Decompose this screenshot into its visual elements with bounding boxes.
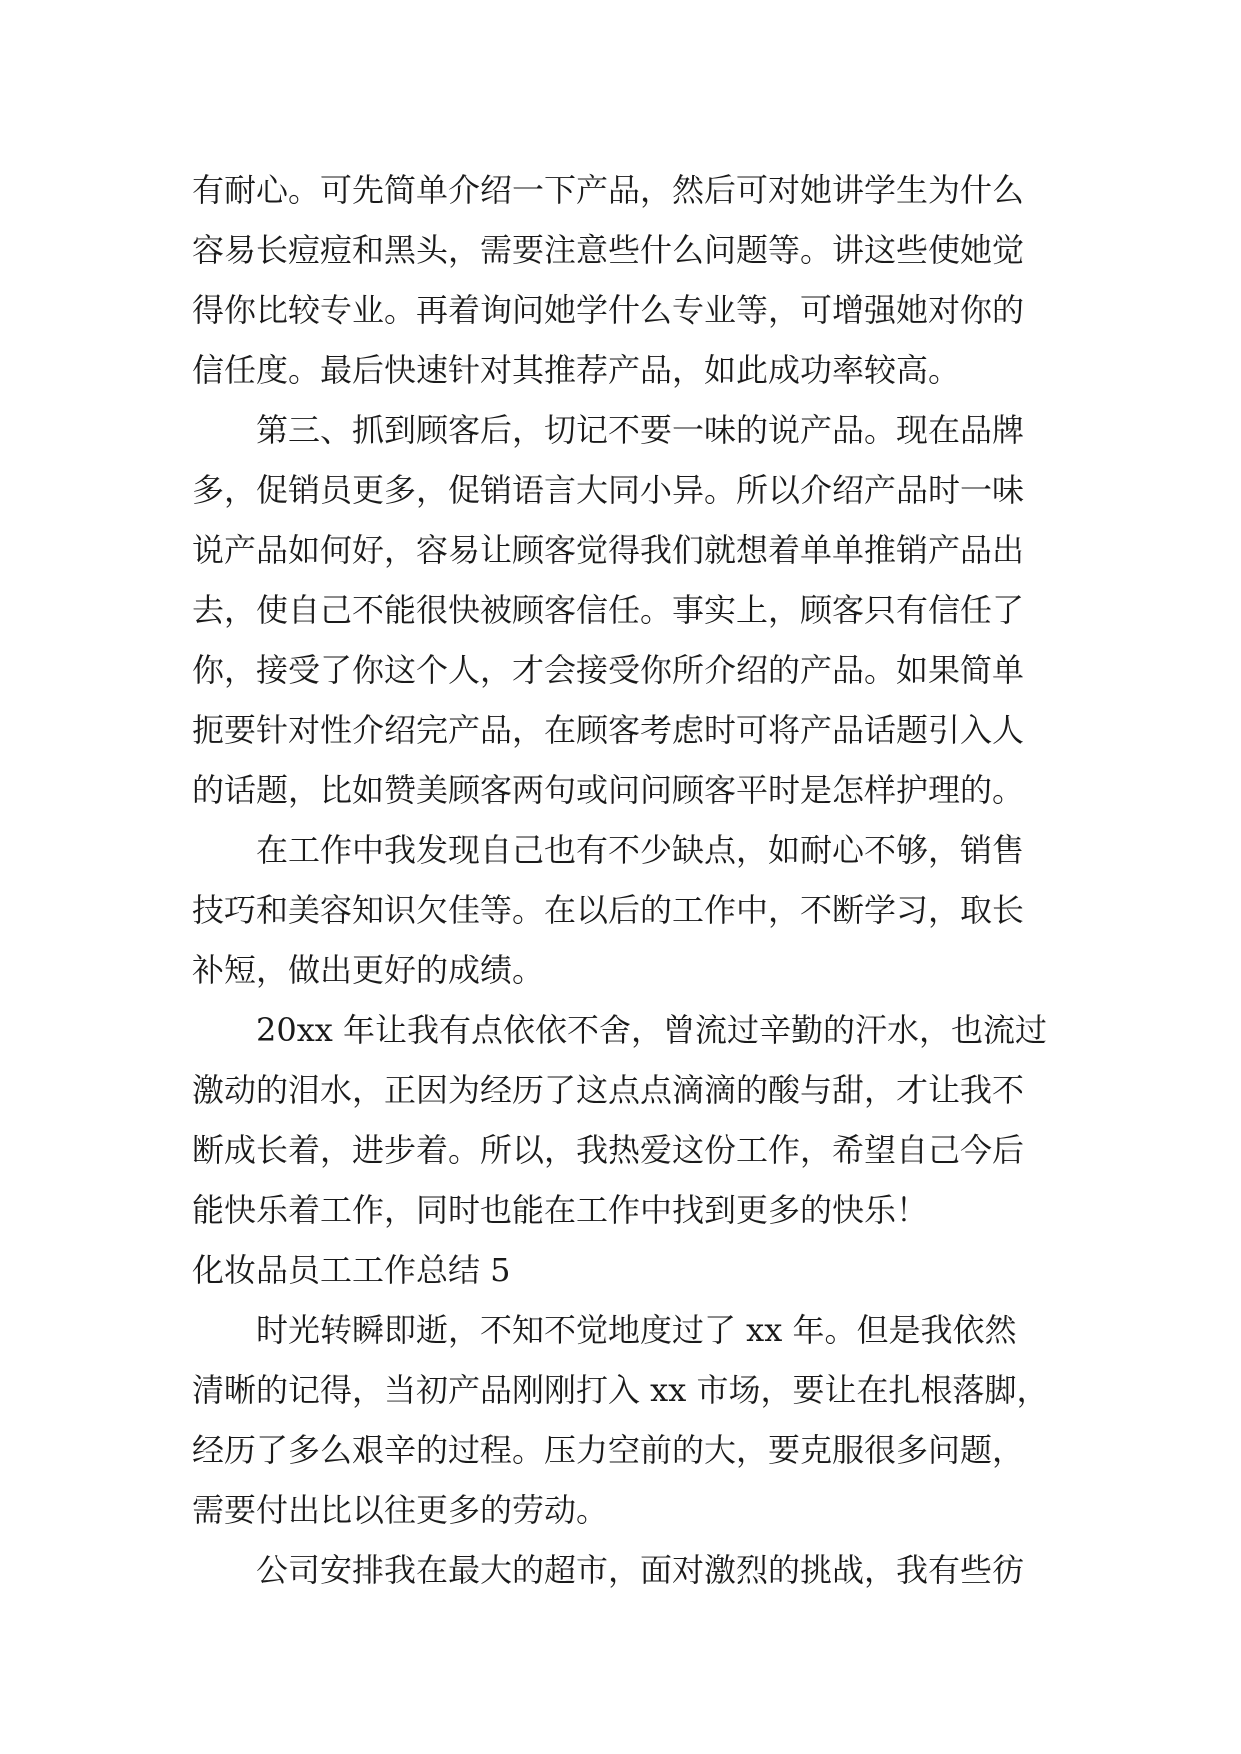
paragraph-first-line: 在工作中我发现自己也有不少缺点，如耐心不够，销售 [256, 831, 1025, 869]
text-line: 说产品如何好，容易让顾客觉得我们就想着单单推销产品出 [192, 531, 1025, 569]
text-line: 扼要针对性介绍完产品，在顾客考虑时可将产品话题引入人 [192, 711, 1025, 749]
text-line: 激动的泪水，正因为经历了这点点滴滴的酸与甜，才让我不 [192, 1071, 1025, 1109]
text-line: 经历了多么艰辛的过程。压力空前的大，要克服很多问题， [192, 1431, 1025, 1469]
text-line: 清晰的记得，当初产品刚刚打入 xx 市场，要让在扎根落脚， [192, 1371, 1049, 1409]
text-line: 技巧和美容知识欠佳等。在以后的工作中，不断学习，取长 [192, 891, 1025, 929]
paragraph-first-line: 第三、抓到顾客后，切记不要一味的说产品。现在品牌 [256, 411, 1025, 449]
text-line: 容易长痘痘和黑头，需要注意些什么问题等。讲这些使她觉 [192, 231, 1025, 269]
text-line: 有耐心。可先简单介绍一下产品，然后可对她讲学生为什么 [192, 171, 1025, 209]
paragraph-first-line: 20xx 年让我有点依依不舍，曾流过辛勤的汗水，也流过 [256, 1011, 1047, 1049]
text-line: 能快乐着工作，同时也能在工作中找到更多的快乐！ [192, 1191, 929, 1229]
text-line: 的话题，比如赞美顾客两句或问问顾客平时是怎样护理的。 [192, 771, 1025, 809]
text-line: 需要付出比以往更多的劳动。 [192, 1491, 609, 1529]
section-heading: 化妆品员工工作总结 5 [192, 1251, 511, 1289]
paragraph-first-line: 公司安排我在最大的超市，面对激烈的挑战，我有些彷 [256, 1551, 1025, 1589]
text-line: 去，使自己不能很快被顾客信任。事实上，顾客只有信任了 [192, 591, 1025, 629]
document-body [192, 160, 1072, 1600]
text-line: 你，接受了你这个人，才会接受你所介绍的产品。如果简单 [192, 651, 1025, 689]
text-line: 得你比较专业。再着询问她学什么专业等，可增强她对你的 [192, 291, 1025, 329]
paragraph-first-line: 时光转瞬即逝，不知不觉地度过了 xx 年。但是我依然 [256, 1311, 1017, 1349]
text-line: 多，促销员更多，促销语言大同小异。所以介绍产品时一味 [192, 471, 1025, 509]
text-line: 补短，做出更好的成绩。 [192, 951, 545, 989]
text-line: 断成长着，进步着。所以，我热爱这份工作，希望自己今后 [192, 1131, 1025, 1169]
text-line: 信任度。最后快速针对其推荐产品，如此成功率较高。 [192, 351, 961, 389]
